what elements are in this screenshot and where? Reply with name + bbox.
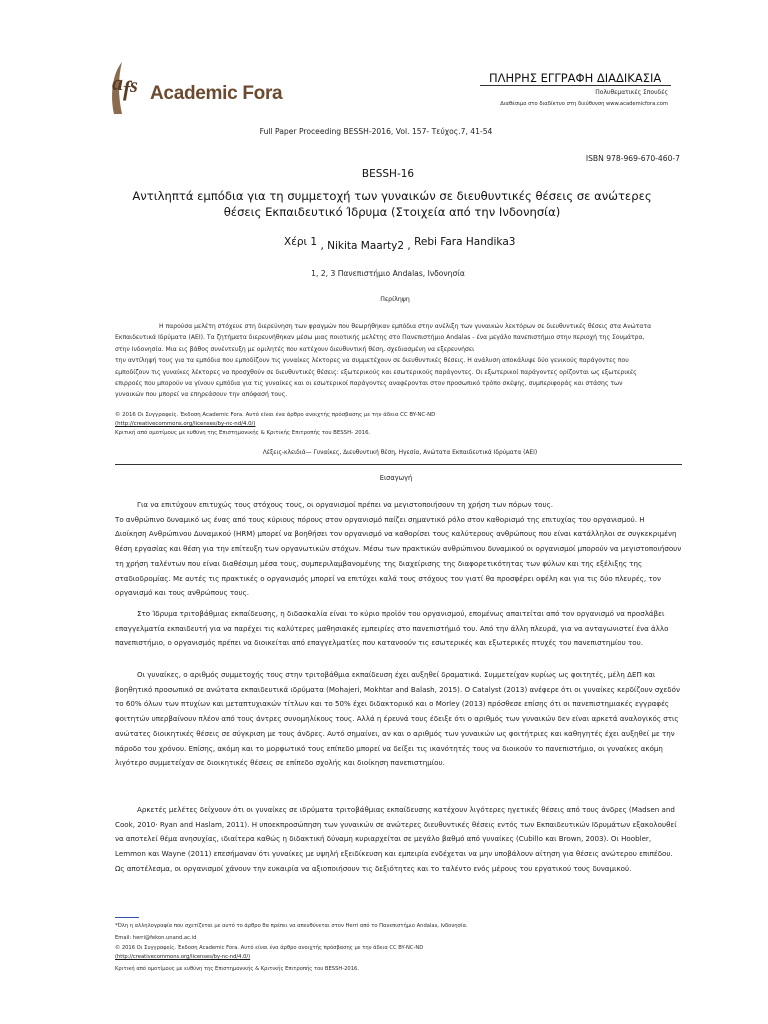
paragraph-line: λιγότερο συμμετείχαν σε διοικητικές θέσεις σε επίπεδο σχολής και διοίκηση πανεπιστημίου.	[115, 758, 445, 768]
paragraph-line: επαγγελματία εκπαιδευτή για να παρέχει τις καλύτερες μαθησιακές εμπειρίες στο πανεπιστήμιό του. Από την άλλη πλευρά, για να ανταγωνιστεί ένα άλλο	[115, 623, 669, 633]
license-link[interactable]: (http://creativecommons.org/licenses/by-nc-nd/4.0/)	[115, 421, 256, 427]
isbn: ISBN 978-969-670-460-7	[585, 154, 680, 163]
paragraph-line: πάροδο του χρόνου. Επίσης, ακόμη και το μορφωτικό τους επίπεδο μπορεί να δείξει τις ικανότητές τους να διοικούν το πανεπιστήμιο, οι γυναίκες ακόμη	[115, 743, 663, 753]
paragraph-line: Ως αποτέλεσμα, οι οργανισμοί χάνουν την ευκαιρία να αξιοποιήσουν τις δεξιότητες και το ταλέντο ενός μέρους του εργατικού τους δυναμικού.	[115, 863, 632, 873]
footnote-license: © 2016 Οι Συγγραφείς. Έκδοση Academic Fora. Αυτό είναι ένα άρθρο ανοιχτής πρόσβασης με την άδεια CC BY-NC-ND	[115, 945, 424, 951]
paragraph-line: Για να επιτύχουν επιτυχώς τους στόχους τους, οι οργανισμοί πρέπει να μεγιστοποιήσουν τη χρήση των πόρων τους.	[137, 500, 554, 509]
intro-paragraph-3	[115, 668, 682, 771]
paragraph-line: θέση εργασίας και θέση για την επίτευξη των οργανωτικών στόχων. Μέσω των πρακτικών ανθρώπινου δυναμικού οι οργανισμοί μπορούν να μεγιστοποιήσουν	[115, 544, 682, 554]
footnote-license-link[interactable]: (http://creativecommons.org/licenses/by-nc-nd/4.0/)	[115, 954, 251, 960]
paragraph-line: Στο Ίδρυμα τριτοβάθμιας εκπαίδευσης, η διδασκαλία είναι το κύριο προϊόν του οργανισμού, επομένως απαιτείται από τον οργανισμό να προσλάβει	[137, 609, 665, 618]
paragraph-line: το 60% όλων των πτυχίων και μεταπτυχιακών τίτλων και το 50% έχει διδακτορικό και ο Morley (2013) πρόσθεσε επίσης ότι οι πανεπιστημιακές εγγραφές	[115, 699, 670, 709]
keywords: Λέξεις-κλειδιά— Γυναίκες, Διευθυντική θέση, Ηγεσία, Ανώτατα Εκπαιδευτικά Ιδρύματα (ΑΕΙ)	[262, 450, 538, 456]
author-3: Rebi Fara Handika3	[414, 236, 516, 248]
review-note: Κριτική από ομοτίμους με ευθύνη της Επιστημονικής & Κριτικής Επιτροπής του BESSH- 2016.	[115, 430, 371, 436]
abstract-line: γυναικών που μπορεί να επηρεάσουν την απόφασή τους.	[115, 391, 288, 399]
authors	[284, 236, 516, 252]
paragraph-line: σταδιοδρομίας. Με αυτές τις πρακτικές ο οργανισμός μπορεί να επιτύχει καλά τους στόχους του γιατί θα προσφέρει οφέλη και για τις δύο πλευρές, τον	[115, 573, 661, 583]
paragraph-line: Αρκετές μελέτες δείχνουν ότι οι γυναίκες σε ιδρύματα τριτοβάθμιας εκπαίδευσης κατέχουν λιγότερες ηγετικές θέσεις από τους άνδρες (Madsen and	[137, 805, 675, 814]
academic-fora-logo-icon	[108, 56, 146, 118]
abstract-line: την αντίληψή τους για τα εμπόδια που εμποδίζουν τις γυναίκες λέκτορες να συμμετέχουν σε διευθυντικές θέσεις. Η ανάλυση αποκάλυψε δύο γενικούς παράγοντες που	[115, 357, 629, 365]
abstract-line: στην Ινδονησία. Μια εις βάθος συνέντευξη με ομιλητές που κατέχουν διευθυντική θέση, σχεδιασμένη να εξερευνήσει	[115, 345, 475, 353]
abstract-heading: Περίληψη	[380, 296, 410, 303]
footnote-email: Email: herri@fekon.unand.ac.id	[115, 935, 197, 941]
abstract-line: Εκπαιδευτικά Ιδρύματα (ΑΕΙ). Τα ζητήματα διερευνήθηκαν μέσω μιας ποιοτικής μελέτης στο Πανεπιστήμιο Andalas - ένα μεγάλο πανεπιστήμιο στην περιοχή της Σουμάτρα,	[115, 334, 645, 342]
intro-paragraph-2	[115, 607, 682, 651]
abstract-body	[115, 321, 681, 401]
svg-text:a: a	[112, 70, 123, 95]
intro-paragraph-4	[115, 803, 682, 877]
paragraph-line: Το ανθρώπινο δυναμικό ως ένας από τους κύριους πόρους στον οργανισμό παίζει σημαντικό ρόλο στον καθορισμό της επιτυχίας του οργανισμού. Η	[115, 514, 645, 524]
paragraph-line: οργανισμό και τους ανθρώπους τους.	[115, 588, 250, 598]
footnote-license-link-row	[115, 953, 685, 961]
paragraph-line: τη χρήση ταλέντων που είναι διαθέσιμη μέσα τους, συμπεριλαμβανομένης της διαχείρισης της διαφορετικότητας των φύλων και της εξέλιξης της	[115, 558, 643, 568]
registration-subtitle: Πολυθεματικές Σπουδές	[595, 89, 668, 96]
header-divider	[480, 85, 671, 86]
license-block	[115, 411, 681, 438]
paragraph-line: βοηθητικό προσωπικό σε ανώτατα εκπαιδευτικά ιδρύματα (Mohajeri, Mokhtar and Balash, 2015). Ο Catalyst (2013) ανέφερε ότι οι γυναίκες κερδίζουν σχεδόν	[115, 684, 680, 694]
registration-site: Διαθέσιμο στο διαδίκτυο στη διεύθυνση www.academicfora.com	[500, 101, 668, 107]
abstract-line: εμποδίζουν τις γυναίκες λέκτορες να προσχθούν σε διευθυντικές θέσεις: εξωτερικούς και εσωτερικούς παράγοντες. Οι εξωτερικοί παράγοντες ορίζονται ως εξωτερικές	[115, 368, 637, 376]
svg-text:s: s	[130, 75, 138, 97]
paragraph-line: ανώτατες διοικητικές θέσεις σε σύγκριση με τους άνδρες. Αυτό σημαίνει, αν και ο αριθμός των γυναικών ως φοιτήτριες και καθηγητές έχει αυξηθεί με την	[115, 728, 675, 738]
abstract-line: Η παρούσα μελέτη στόχευε στη διερεύνηση των φραγμών που θεωρήθηκαν εμπόδια στην ανέλιξη των γυναικών λεκτόρων σε διευθυντικές θέσεις στα Ανώτατα	[159, 323, 652, 330]
proceeding-line: Full Paper Proceeding BESSH-2016, Vol. 157- Τεύχος.7, 41-54	[259, 127, 493, 136]
logo-text: Academic Fora	[150, 83, 283, 104]
paragraph-line: Οι γυναίκες, ο αριθμός συμμετοχής τους στην τριτοβάθμια εκπαίδευση έχει αυξηθεί δραματικά. Συμμετείχαν κυρίως ως φοιτητές, μέλη ΔΕΠ και	[137, 670, 656, 679]
paragraph-line: Cook, 2010· Ryan and Haslam, 2011). Η υποεκπροσώπηση των γυναικών σε ανώτερες διευθυντικές θέσεις εντός των Εκπαιδευτικών Ιδρυμάτων εξακολουθεί	[115, 819, 677, 829]
paragraph-line: Διοίκηση Ανθρώπινου Δυναμικού (HRM) μπορεί να βοηθήσει τον οργανισμό να καθορίσει τους καλύτερους ανθρώπους που είναι κατάλληλοι σε συγκεκριμένη	[115, 529, 677, 539]
paragraph-line: φοιτητών υπερβαίνουν πλέον από τους άντρες συνομηλίκους τους. Αλλά η έρευνά τους έδειξε ότι ο αριθμός των γυναικών δεν είναι αρκετά αναλογικός στις	[115, 714, 679, 724]
footnote-divider	[115, 917, 139, 918]
paragraph-line: Lemmon και Wayne (2011) επεσήμαναν ότι γυναίκες με υψηλή εξειδίκευση και εμπειρία ενδέχεται να μην υποβάλουν αίτηση για θέσεις ανώτερου επιπέδου.	[115, 849, 673, 859]
conference-name: BESSH-16	[361, 168, 415, 180]
affiliation: 1, 2, 3 Πανεπιστήμιο Andalas, Ινδονησία	[311, 269, 465, 278]
footnote-review: Κριτική από ομοτίμους με ευθύνη της Επιστημονικής & Κριτικής Επιτροπής του BESSH-2016.	[115, 966, 359, 972]
intro-paragraph-1	[115, 498, 682, 601]
svg-text:f: f	[123, 76, 131, 101]
license-text: © 2016 Οι Συγγραφείς. Έκδοση Academic Fora. Αυτό είναι ένα άρθρο ανοιχτής πρόσβασης με την άδεια CC BY-NC-ND	[115, 412, 436, 418]
paper-title: Αντιληπτά εμπόδια για τη συμμετοχή των γυναικών σε διευθυντικές θέσεις σε ανώτερες θέσεις Εκπαιδευτικό Ίδρυμα (Στοιχεία από την Ινδονησία)	[132, 189, 652, 219]
paragraph-line: πανεπιστήμιο, ο οργανισμός πρέπει να διοικείται από επαγγελματίες που κατανοούν τις εσωτερικές και εξωτερικές πτυχές του πανεπιστημίου του.	[115, 638, 643, 648]
introduction-heading: Εισαγωγή	[379, 474, 413, 482]
footnote-correspondence: *Όλη η αλληλογραφία που σχετίζεται με αυτό το άρθρο θα πρέπει να απευθύνεται στον Herri από το Πανεπιστήμιο Andalas, Ινδονησία.	[115, 923, 468, 929]
abstract-line: επιρροές που μπορούν να γίνουν εμπόδια για τις γυναίκες και οι εσωτερικοί παράγοντες αναφέρονται στον προσωπικό τρόπο σκέψης, συμπεριφοράς και στάσης των	[115, 380, 623, 388]
author-2: , Nikita Maarty2 ,	[320, 240, 411, 252]
author-1: Χέρι 1	[284, 236, 318, 248]
paragraph-line: να αποτελεί θέμα ανησυχίας, ιδιαίτερα καθώς η διδακτική δύναμη κυριαρχείται σε μεγάλο βαθμό από γυναίκες (Cubillo και Brown, 2003). Οι Hoobler,	[115, 834, 652, 844]
keywords-divider	[115, 464, 682, 465]
registration-title: ΠΛΗΡΗΣ ΕΓΓΡΑΦΗ ΔΙΑΔΙΚΑΣΙΑ	[489, 71, 662, 85]
